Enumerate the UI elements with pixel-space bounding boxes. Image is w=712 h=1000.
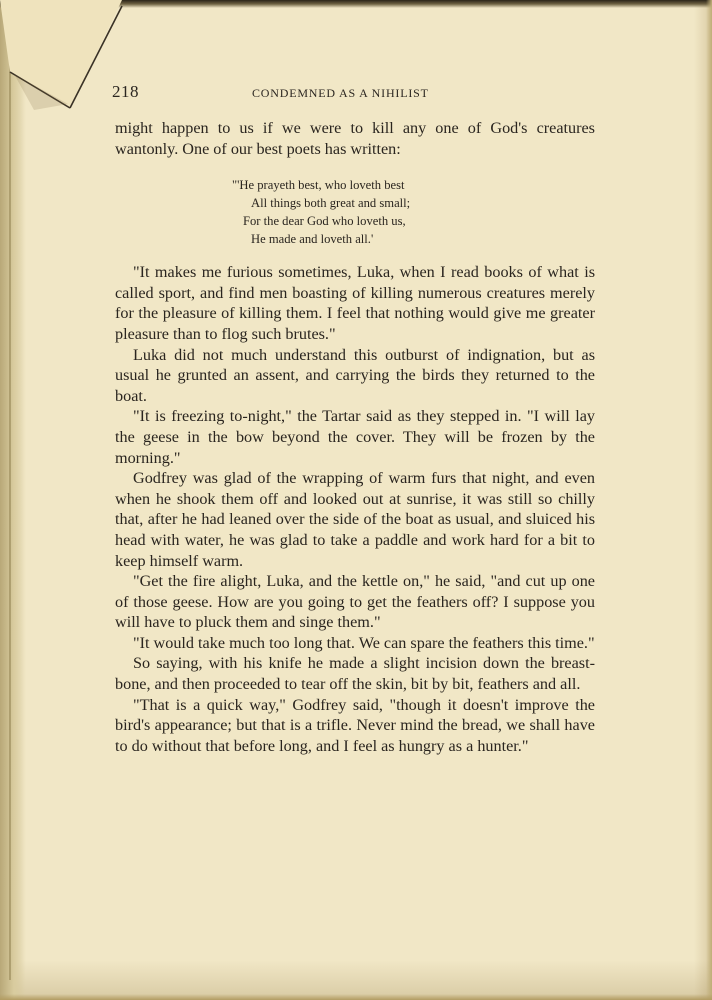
page-gutter xyxy=(0,0,26,1000)
poem-line: "'He prayeth best, who loveth best xyxy=(232,178,405,193)
paragraph: "That is a quick way," Godfrey said, "though it doesn't improve the bird's appearance; but that is a trifle. Never mind the bread, we shall have to do without that before long, and I feel as hungry as a hunter." xyxy=(115,695,595,755)
right-edge xyxy=(706,0,712,1000)
page-number: 218 xyxy=(112,82,139,101)
paragraph: Godfrey was glad of the wrapping of warm furs that night, and even when he shook them off and looked out at sunrise, it was still so chilly that, after he had leaned over the side of the boat as usual, and sluiced his head with water, he was glad to take a paddle and work hard for a bit to keep himself warm. xyxy=(115,469,595,570)
paragraph: So saying, with his knife he made a slight incision down the breast-bone, and then proceeded to tear off the skin, bit by bit, feathers and all. xyxy=(115,654,595,694)
folded-corner-icon xyxy=(0,0,130,115)
bottom-edge xyxy=(0,994,712,1000)
page-body xyxy=(115,118,595,756)
paragraph: might happen to us if we were to kill any one of God's creatures wantonly. One of our best poets has written: xyxy=(115,119,595,158)
poem-line: He made and loveth all.' xyxy=(251,232,374,247)
poem-quote xyxy=(115,176,595,248)
running-head xyxy=(112,82,602,106)
gutter-line xyxy=(9,60,11,980)
running-title: CONDEMNED AS A NIHILIST xyxy=(252,86,429,100)
paragraph: "Get the fire alight, Luka, and the kettle on," he said, "and cut up one of those geese. How are you going to get the feathers off? I suppose you will have to pluck them and singe them." xyxy=(115,572,595,632)
poem-line: All things both great and small; xyxy=(251,196,411,211)
paragraph: "It would take much too long that. We can spare the feathers this time." xyxy=(133,633,595,652)
paragraph: "It is freezing to-night," the Tartar said as they stepped in. "I will lay the geese in the bow beyond the cover. They will be frozen by the morning." xyxy=(115,407,595,467)
paragraph: "It makes me furious sometimes, Luka, when I read books of what is called sport, and find men boasting of killing numerous creatures merely for the pleasure of killing them. I feel that nothing would give me greater pleasure than to flog such brutes." xyxy=(115,263,595,343)
poem-line: For the dear God who loveth us, xyxy=(243,214,406,229)
paragraph: Luka did not much understand this outburst of indignation, but as usual he grunted an assent, and carrying the birds they returned to the boat. xyxy=(115,345,595,405)
